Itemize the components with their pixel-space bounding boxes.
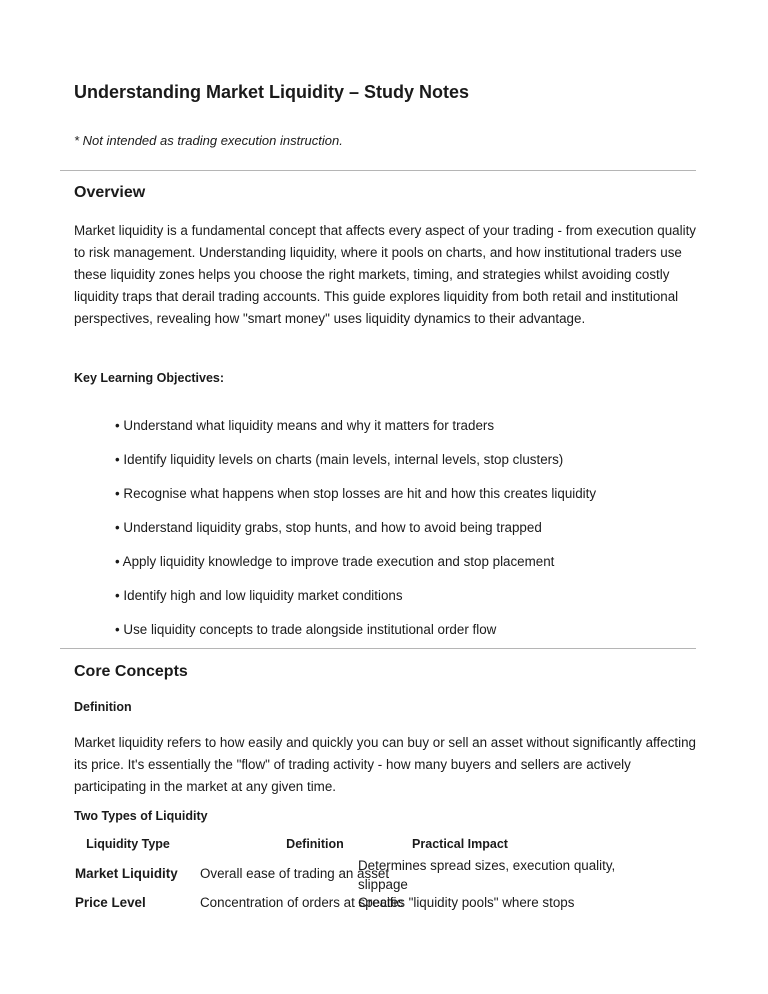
objective-item: • Identify liquidity levels on charts (main levels, internal levels, stop clusters) [115,452,564,467]
objective-item: • Use liquidity concepts to trade alongside institutional order flow [115,622,497,637]
core-concepts-heading: Core Concepts [74,663,188,680]
definition-paragraph: Market liquidity refers to how easily and quickly you can buy or sell an asset without significantly affecting its price. It's essentially the "flow" of trading activity - how many buyers and sellers are actively participating in the market at any given time. [74,735,696,794]
table-header: Definition [286,837,344,851]
objective-item: • Apply liquidity knowledge to improve trade execution and stop placement [115,554,555,569]
table-cell: Overall ease of trading an asset [200,866,390,881]
overview-heading: Overview [74,184,146,201]
definition-heading: Definition [74,700,132,714]
page-title: Understanding Market Liquidity – Study Notes [74,82,470,102]
divider [60,170,696,171]
objective-item: • Identify high and low liquidity market conditions [115,588,403,603]
types-heading: Two Types of Liquidity [74,809,208,823]
objective-item: • Understand liquidity grabs, stop hunts, and how to avoid being trapped [115,520,542,535]
table-cell: Price Level [75,895,146,910]
table-cell: Market Liquidity [75,866,178,881]
table-header: Liquidity Type [86,837,170,851]
divider [60,648,696,649]
table-header: Practical Impact [412,837,508,851]
table-cell: Creates "liquidity pools" where stops [358,895,575,910]
table-cell: Determines spread sizes, execution quality, slippage [358,858,616,892]
objectives-heading: Key Learning Objectives: [74,371,225,385]
overview-paragraph: Market liquidity is a fundamental concept that affects every aspect of your trading - from execution quality to risk management. Understanding liquidity, where it pools on charts, and how institutional traders use these liquidity zones helps you choose the right markets, timing, and strategies whilst avoiding costly liquidity traps that derail trading accounts. This guide explores liquidity from both retail and institutional perspectives, revealing how "smart money" uses liquidity dynamics to their advantage. [74,223,696,326]
objective-item: • Understand what liquidity means and why it matters for traders [115,418,495,433]
disclaimer: * Not intended as trading execution instruction. [74,133,343,148]
objective-item: • Recognise what happens when stop losses are hit and how this creates liquidity [115,486,597,501]
table-cell: Concentration of orders at specific [200,895,404,910]
